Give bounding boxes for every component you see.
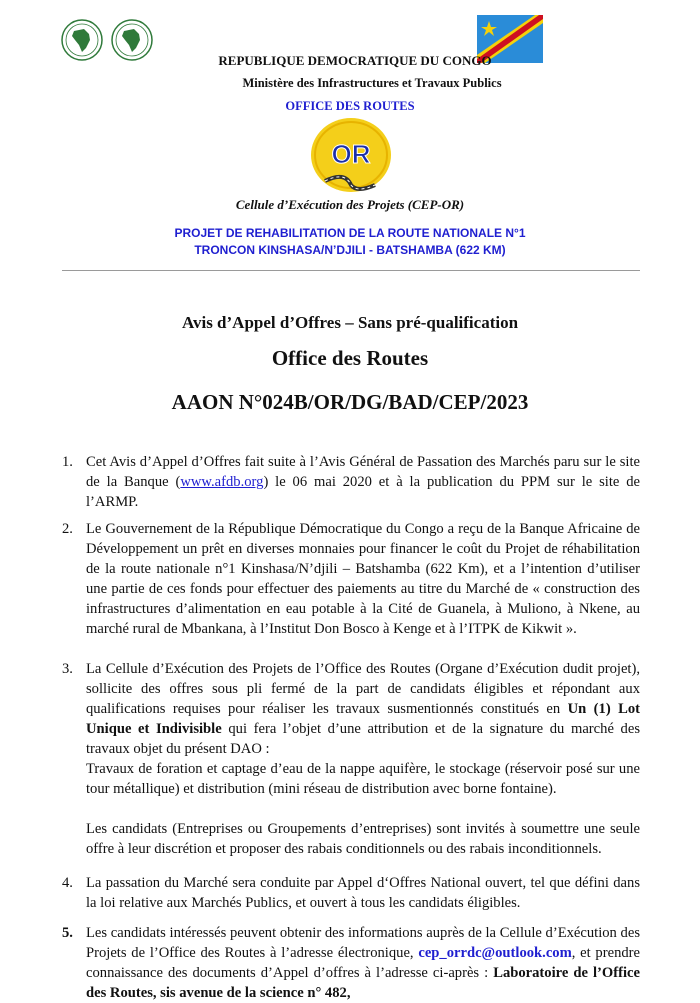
- paragraph-number: 2.: [62, 521, 73, 537]
- logo-text: OR: [331, 139, 371, 169]
- cell-heading: Cellule d’Exécution des Projets (CEP-OR): [235, 197, 465, 212]
- paragraph-text: La Cellule d’Exécution des Projets de l’Office des Routes (Organe d’Exécution dudit projet), sollicite des offres sous pli fermé de la part de candidats éligibles et répondant aux qualifications requises pour réaliser les travaux susmentionnés constitués en: [86, 661, 640, 717]
- paragraph-text: , et prendre connaissance des documents d’Appel d’offres à l’adresse ci-après :: [86, 945, 640, 981]
- address-text: Laboratoire de l’Office des Routes, sis avenue de la science n° 482,: [86, 965, 640, 1001]
- paragraph-number: 5.: [62, 925, 73, 941]
- paragraph-3: [62, 659, 640, 859]
- office-heading: OFFICE DES ROUTES: [285, 99, 415, 113]
- lot-label: Un (1) Lot Unique et Indivisible: [86, 701, 640, 737]
- paragraph-2: [62, 519, 640, 639]
- org-title: Office des Routes: [271, 346, 429, 370]
- paragraph-1: [62, 452, 640, 512]
- project-line-1: PROJET DE REHABILITATION DE LA ROUTE NATIONALE N°1: [174, 226, 526, 240]
- contact-email[interactable]: cep_orrdc@outlook.com: [418, 945, 572, 961]
- paragraph-number: 1.: [62, 454, 73, 470]
- divider: [62, 270, 640, 271]
- paragraph-text: qui fera l’objet d’une attribution et de la signature du marché des travaux objet du présent DAO :: [86, 721, 640, 757]
- country-heading: REPUBLIQUE DEMOCRATIQUE DU CONGO: [218, 53, 492, 68]
- paragraph-text: Le Gouvernement de la République Démocratique du Congo a reçu de la Banque Africaine de Développement un prêt en diverses monnaies pour financer le coût du Projet de réhabilitation de la route nationale n°1 Kinshasa/N’djili – Batshamba (622 Km), et a l’intention d’utiliser une partie de ces fonds pour effectuer des paiements au titre du Marché de « construction des infrastructures d’alimentation en eau potable à la Cité de Guanela, à Muliono, à Nkene, au marché rural de Mbankana, à l’Institut Don Bosco à Kenge et à l’ITPK de Kikwit ».: [86, 521, 640, 637]
- paragraph-4: [62, 873, 640, 913]
- project-heading: [0, 225, 700, 259]
- reference-title: AAON N°024B/OR/DG/BAD/CEP/2023: [171, 390, 529, 414]
- paragraph-text: ) le 06 mai 2020 et à la publication du PPM sur le site de l’ARMP.: [86, 474, 640, 510]
- paragraph-text: Les candidats intéressés peuvent obtenir des informations auprès de la Cellule d’Exécution des Projets de l’Office des Routes à l’adresse électronique,: [86, 925, 640, 961]
- paragraph-number: 4.: [62, 875, 73, 891]
- afdb-link[interactable]: www.afdb.org: [180, 474, 264, 490]
- paragraph-text: Cet Avis d’Appel d’Offres fait suite à l’Avis Général de Passation des Marchés paru sur le site de la Banque (: [86, 454, 640, 490]
- office-des-routes-logo: [305, 115, 397, 195]
- works-description: Travaux de foration et captage d’eau de la nappe aquifère, le stockage (réservoir posé sur une tour métallique) et distribution (mini réseau de distribution avec borne fontaine).: [86, 761, 640, 797]
- ministry-heading: Ministère des Infrastructures et Travaux Publics: [242, 76, 502, 90]
- project-line-2: TRONCON KINSHASA/N’DJILI - BATSHAMBA (622 KM): [194, 243, 506, 257]
- candidates-note: Les candidats (Entreprises ou Groupements d’entreprises) sont invités à soumettre une seule offre à leur discrétion et proposer des rabais conditionnels ou des rabais inconditionnels.: [86, 821, 640, 857]
- paragraph-text: La passation du Marché sera conduite par Appel d‘Offres National ouvert, tel que défini dans la loi relative aux Marchés Publics, et ouvert à tous les candidats éligibles.: [86, 875, 640, 911]
- paragraph-5: [62, 923, 640, 1003]
- paragraph-number: 3.: [62, 661, 73, 677]
- notice-title: Avis d’Appel d’Offres – Sans pré-qualification: [181, 313, 519, 332]
